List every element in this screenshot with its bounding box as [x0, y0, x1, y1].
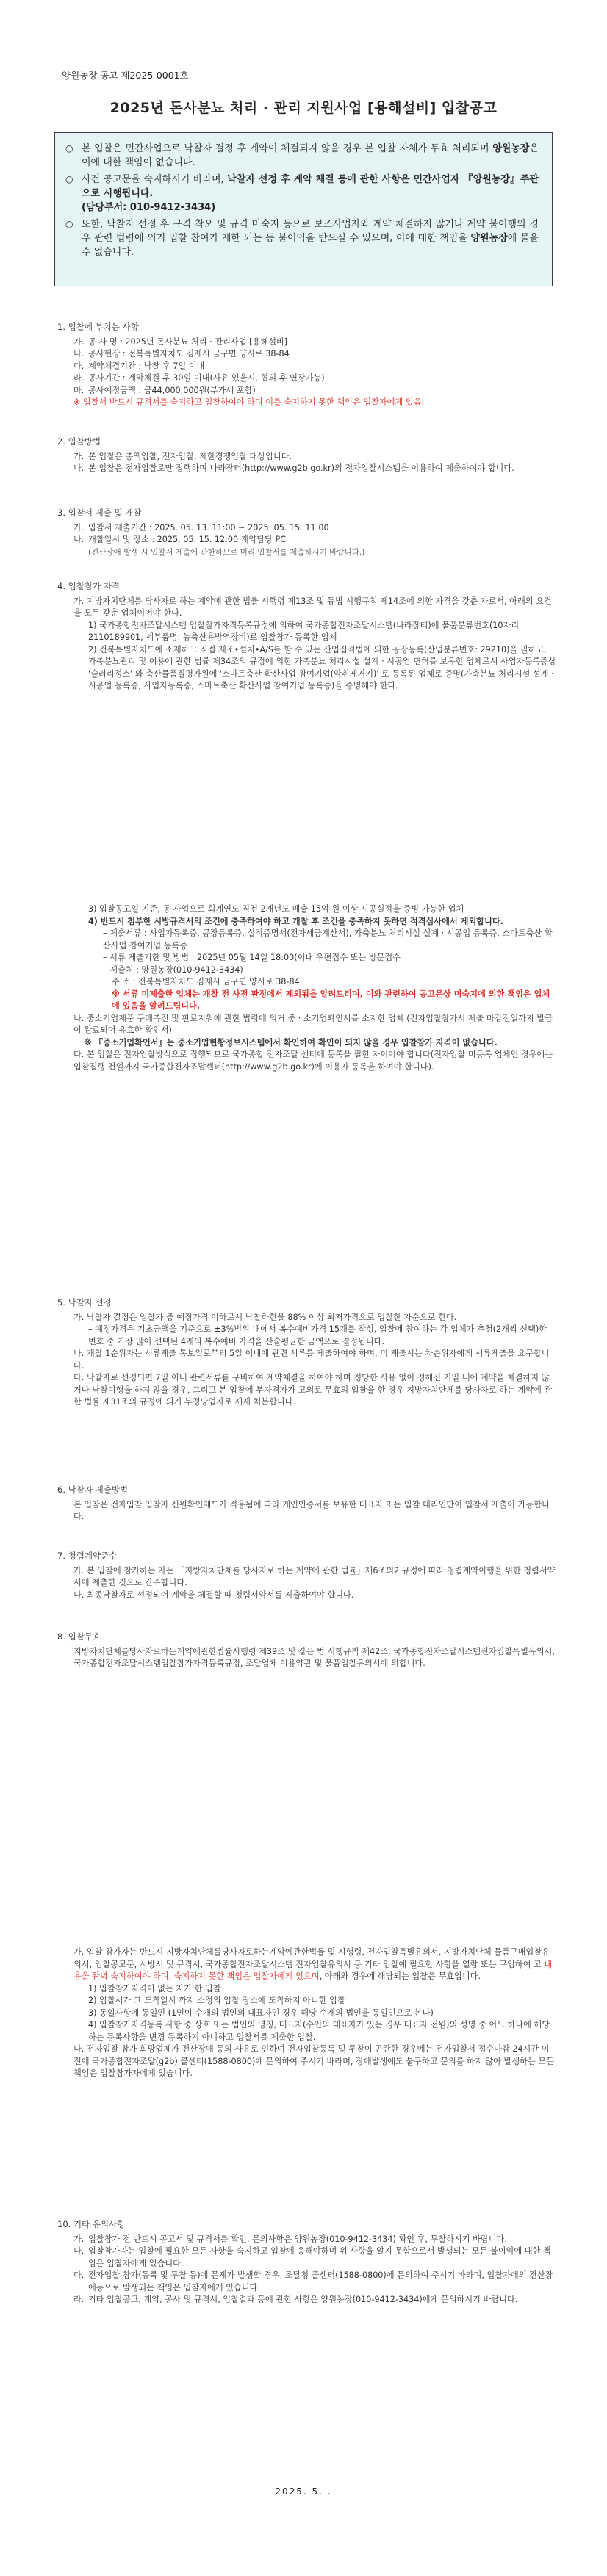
list-item: 마. 공사예정금액 : 금44,000,000원(부가세 포함) [73, 385, 256, 395]
notice-text: 사전 공고문을 숙지하시기 바라며, [82, 174, 228, 185]
section-heading: 2. 입찰방법 [57, 436, 101, 447]
notice-text: 은 이에 대한 책임이 없습니다. [82, 143, 539, 168]
sub-item: 1) 국가종합전자조달시스템 입찰참가자격등록규정에 의하여 국가종합전자조달시스템(나라장터)에 물품분류번호(10자리 2110189901, 세부품명: 농축산용방역장비)로 입찰참가 등록한 업체 [88, 620, 520, 642]
notice-text: 에 물을 수 없습니다. [82, 233, 539, 258]
notice-text: 또한, 낙찰자 선정 후 규격 착오 및 규격 미숙지 등으로 보조사업자와 계약 체결하지 않거나 계약 불이행의 경우 관련 법령에 의거 입찰 참여가 제한 되는 등 불이익을 받으실 수 있으며, 이에 대한 책임을 [82, 219, 539, 244]
note-text: (전산장애 발생 시 입찰서 제출에 관한하므로 미리 입찰서를 제출하시기 바랍니다.) [88, 547, 365, 557]
sub-item: 2) 입찰서가 그 도착일시 까지 소정의 입찰 장소에 도착하지 아니한 입찰 [88, 1996, 345, 2005]
notice-item [65, 142, 539, 170]
notice-emphasis: 양원농장 [492, 143, 530, 154]
notice-item [65, 173, 539, 214]
section-heading: 6. 낙찰자 제출방법 [57, 1484, 129, 1495]
list-item: 나. 본 입찰은 전자입찰로만 집행하며 나라장터(http://www.g2b.go.kr)의 전자입찰시스템을 이용하여 제출하여야 합니다. [73, 463, 514, 473]
list-item: 가. 입찰참가 전 반드시 공고서 및 규격서를 확인, 문의사항은 양원농장(010-9412-3434) 확인 후, 투찰하시기 바랍니다. [73, 2234, 507, 2244]
circle-bullet-icon: ○ [65, 219, 73, 229]
list-item: 가. 낙찰자 결정은 입찰자 중 예정가격 이하로서 낙찰하한율 88% 이상 최저가격으로 입찰한 자순으로 한다. [73, 1312, 457, 1322]
contact-phone: (담당부서: 010-9412-3434) [82, 202, 216, 213]
section-other-notes [57, 2218, 557, 2306]
warning-text: 내용을 완벽 숙지하여야 하며, 숙지하지 못한 책임은 입찰자에게 있으며 [73, 1959, 553, 1981]
section-heading: 8. 입찰무효 [57, 1631, 101, 1642]
section-eligibility [57, 580, 557, 693]
circle-bullet-icon: ○ [65, 174, 73, 184]
section-invalid-bids [57, 1631, 557, 1670]
notice-emphasis: 낙찰자 선정 후 계약 체결 등에 관한 사항은 민간사업자 『양원농장』 [227, 174, 520, 185]
list-item: 나. 최종낙찰자로 선정되어 계약을 체결할 때 청렴서약서를 제출하여야 합니다. [73, 1590, 354, 1600]
list-item: 가. 입찰서 제출기간 : 2025. 05. 13. 11:00 ~ 2025. 05. 15. 11:00 [73, 522, 329, 533]
list-item: 다. 계약체결기간 : 낙찰 후 7일 이내 [73, 361, 205, 371]
list-item: 나. 개찰 1순위자는 서류제출 통보일로부터 5일 이내에 관련 서류를 제출하여야 하며, 미 제출시는 차순위자에게 서류제출을 요구합니다. [73, 1349, 550, 1371]
list-item: 가. 입찰 참가자는 반드시 지방자치단체를당사자로하는계약에관한법률 및 시행령, 전자입찰특별유의서, 지방자치단체 물품구매입찰유의서, 입찰공고문, 시방서 및 규격서, 국가종합전자조달시스템 전자입찰유의서 등 기타 입찰에 필요한 사항을 열람 또는 구입하여 고 내용을 완벽 숙지하여야 하며, 숙지하지 못한 책임은 입찰자에게 있으며, 아래와 경우에 해당되는 입찰은 무효입니다. [73, 1947, 553, 1981]
list-item: 다. 낙찰자로 선정되면 7일 이내 관련서류를 구비하여 계약체결을 하여야 하며 정당한 사유 없이 정해진 기일 내에 계약을 체결하지 않거나 낙찰이행을 하지 않을 경우, 그리고 본 입찰에 부자격자가 고의로 무효의 입찰을 한 경우 지방자치단체를 당사자로 하는 계약에 관한 법률 제31조의 규정에 의거 부정당업자로 제재 처분합니다. [73, 1373, 553, 1407]
list-item: 가. 본 입찰에 참가하는 자는 「지방자치단체를 당사자로 하는 계약에 관한 법률」제6조의2 규정에 따라 청렴계약이행을 위한 청렴서약서에 제출한 것으로 간주합니다. [73, 1565, 556, 1587]
list-item: 가. 공 사 명 : 2025년 돈사분뇨 처리 · 관리사업 [용해설비] [73, 336, 288, 347]
dash-item: – 서류 제출기한 및 방법 : 2025년 05월 14일 18:00(이내 우편접수 또는 방문접수 [103, 953, 401, 962]
list-item: 나. 공사현장 : 전북특별자치도 김제시 금구면 양시로 38-84 [73, 349, 290, 358]
notice-item [65, 217, 539, 259]
dash-item: – 예정가격은 기초금액을 기준으로 ±3%범위 내에서 복수예비가격 15개를 작성, 입찰에 참여하는 각 업체가 추첨(2개씩 선택)한 번호 중 가장 많이 선택된 4개의 복수예비 가격을 산술평균한 금액으로 결정됩니다. [88, 1324, 547, 1346]
circle-bullet-icon: ○ [65, 143, 73, 154]
section-submission [57, 507, 557, 558]
notice-box [54, 132, 553, 286]
sub-item: 2) 전북특별자치도에 소재하고 직접 제조•설치•A/S를 할 수 있는 산업집적법에 의한 공장등록(산업분류번호: 29210)을 필하고, 가축분뇨관리 및 이용에 관한 법률 제34조의 규정에 의한 가축분뇨 처리시설 설계 · 시공업 면허를 보유한 업체로서 사업자등록증상 '슬러리정소' 와 축산물품질평가원에 '스마트축산 확산사업 참여기업(약취제거기)' 로 등록된 업체로 증명(가축분뇨 처리시설 설계 · 시공업 등록증, 사업자등록증, 스마트축산 확산사업 참여기업 등록증)을 증명해야 한다. [88, 644, 556, 690]
page-title: 2025년 돈사분뇨 처리 · 관리 지원사업 [용해설비] 입찰공고 [109, 100, 498, 116]
section-heading: 1. 입찰에 부치는 사항 [57, 322, 139, 332]
list-item: 가. 지방자치단체를 당사자로 하는 계약에 관한 법률 시행령 제13조 및 동법 시행규칙 제14조에 의한 자격을 갖춘 자로서, 아래의 요건을 모두 갖춘 업체이어야 한다. [73, 596, 552, 618]
section-bid-items [57, 321, 557, 409]
list-item: 다. 본 입찰은 전자입찰방식으로 집행되므로 국가종합 전자조달 센터에 등록을 필한 자이어야 합니다(전자입찰 미등록 업체인 경우에는 입찰집행 전일까지 국가종합전자조달센터(http://www.g2b.go.kr)에 이용자 등록을 하여야 합니다). [73, 1050, 553, 1072]
sub-item: 4) 입찰참가자격등록 사항 중 상호 또는 법인의 명칭, 대표자(수인의 대표자가 있는 경우 대표자 전원)의 성명 중 어느 하나에 해당하는 등록사항을 변경 등록하지 아니하고 입찰서를 제출한 입찰. [88, 2020, 550, 2042]
section-submission-method [57, 1484, 557, 1523]
section-heading: 3. 입찰서 제출 및 개찰 [57, 508, 142, 518]
warning-text: ※ 입찰서 반드시 규격서를 숙지하고 입찰하여야 하며 이를 숙지하지 못한 책임은 입찰자에게 있음. [73, 397, 425, 407]
document-number: 양원농장 공고 제2025-0001호 [62, 70, 189, 81]
list-item: 나. 개찰일시 및 장소 : 2025. 05. 15. 12:00 계약담당 PC [73, 535, 287, 544]
sub-item: 3) 입찰공고일 기준, 동 사업으로 회계연도 직전 2개년도 매출 15억 원 이상 시공실적을 증빙 가능한 업체 [88, 904, 464, 914]
dash-item: 주 소 : 전북특별자치도 김제시 금구면 양시로 38-84 [112, 977, 300, 986]
notice-text: 본 입찰은 민간사업으로 낙찰자 결정 후 계약이 체결되지 않을 경우 본 입찰 자체가 무효 처리되며 [82, 143, 493, 154]
notice-text: 주관으로 시행됩니다. [82, 174, 539, 199]
list-item: 나. 전자입찰 참가 희망업체가 전산장애 등의 사유로 인하여 전자입찰등록 및 투찰이 곤란한 경우에는 전자입찰서 접수마감 24시간 이전에 국가종합전자조달(g2b) 콜센터(1588-0800)에 문의하여 주시기 바라며, 장애발생에도 불구하고 문의를 하지 않아 발생하는 모든 책임은 입찰참가자에게 있습니다. [73, 2044, 554, 2078]
section-heading: 4. 입찰참가 자격 [57, 581, 120, 591]
dash-item: – 제출처 : 양원농장(010-9412-3434) [103, 964, 243, 975]
paragraph: 지방자치단체를당사자로하는계약에관한법률시행령 제39조 및 같은 법 시행규칙 제42조, 국가종합전자조달시스템전자입찰특별유의서, 국가종합전자조달시스템입찰참가자격등록규정, 조달업체 이용약관 및 물품입찰유의서에 의합니다. [73, 1646, 555, 1668]
section-bid-invalidation-details [57, 1947, 557, 2080]
section-bid-method [57, 436, 557, 475]
section-eligibility-continued [57, 903, 557, 1073]
list-item: 나. 중소기업제품 구매촉진 및 판로지원에 관한 법령에 의거 중 · 소기업확인서를 소지한 업체 (전자입찰참가서 제출 마감전일까지 발급이 완료되어 유효한 확인서) [73, 1013, 553, 1035]
section-heading: 10. 기타 유의사항 [57, 2219, 126, 2229]
paragraph: 본 입찰은 전자입찰 입찰자 신원확인제도가 적용됨에 따라 개인인증서를 보유한 대표자 또는 입찰 대리인만이 입찰서 제출이 가능합니다. [73, 1499, 550, 1521]
warning-text: ※ 『중소기업확인서』는 중소기업현황정보시스템에서 확인하여 확인이 되지 않을 경우 입찰참가 자격이 없습니다. [84, 1037, 498, 1047]
list-item: 라. 공사기간 : 계약체결 후 30일 이내(사유 있을시, 협의 후 연장가능) [73, 373, 325, 383]
list-item: 가. 본 입찰은 총액입찰, 전자입찰, 제한경쟁입찰 대상입니다. [73, 451, 292, 461]
section-winner-selection [57, 1296, 557, 1409]
section-integrity [57, 1550, 557, 1601]
sub-item: 1) 입찰참가자격이 없는 자가 한 입찰 [88, 1983, 221, 1994]
sub-item: 3) 동일사항에 동일인 (1인이 수개의 법인의 대표자인 경우 해당 수개의 법인을 동일인으로 본다) [88, 2007, 434, 2018]
list-item: 나. 입찰참가자는 입찰에 필요한 모든 사항을 숙지하고 입찰에 응해야하며 위 사항을 알지 못함으로서 발생되는 모든 불이익에 대한 책임은 입찰자에게 있습니다. [73, 2246, 551, 2268]
notice-emphasis: 양원농장 [470, 233, 508, 244]
list-item: 라. 기타 입찰공고, 계약, 공사 및 규격서, 입찰결과 등에 관한 사항은 양원농장(010-9412-3434)에게 문의하시기 바랍니다. [73, 2295, 518, 2304]
list-item: 다. 전자입찰 참가(등록 및 투찰 등)에 문제가 발생할 경우, 조달청 콜센터(1588-0800)에 문의하여 주시기 바라며, 입찰자에의 전산장애등으로 발생되는 책임은 입찰자에게 있습니다. [73, 2270, 553, 2292]
dash-item: – 제출서류 : 사업자등록증, 공장등록증, 실적증명서(전자세금계산서), 가축분뇨 처리시설 설계 · 시공업 등록증, 스마트축산 확산사업 참여기업 등록증 [103, 928, 553, 950]
sub-item: 4) 반드시 첨부한 시방규격서의 조건에 충족하여야 하고 개찰 후 조건을 충족하지 못하면 적격심사에서 제외합니다. [88, 916, 503, 926]
announcement-date: 2025. 5. . [275, 2486, 332, 2497]
section-heading: 5. 낙찰자 선정 [57, 1297, 112, 1307]
section-heading: 7. 청렴계약준수 [57, 1551, 118, 1561]
warning-text: ※ 서류 미제출한 업체는 개찰 전 사전 판정에서 제외됨을 알려드리며, 이와 관련하여 공고문상 미숙지에 의한 책임은 업체에 있음을 알려드립니다. [112, 989, 550, 1011]
